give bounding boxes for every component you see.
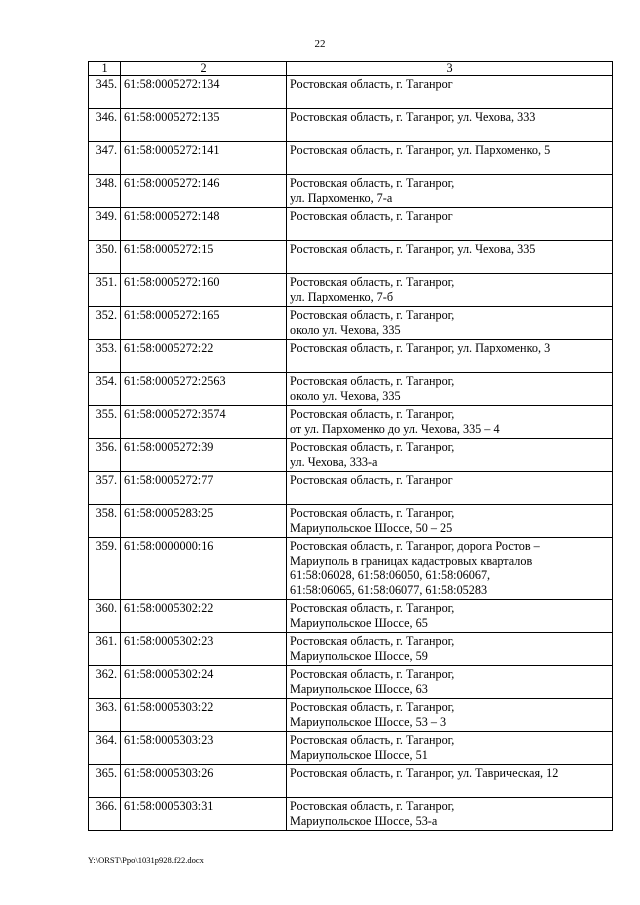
table-row <box>89 340 613 373</box>
table-row <box>89 472 613 505</box>
table-row <box>89 798 613 831</box>
address-line: Ростовская область, г. Таганрог, <box>290 700 455 714</box>
address-line: Ростовская область, г. Таганрог, ул. Чехова, 335 <box>290 242 536 256</box>
table-row <box>89 307 613 340</box>
address-line: Ростовская область, г. Таганрог <box>290 209 453 223</box>
row-number: 362. <box>89 666 121 699</box>
row-number: 348. <box>89 175 121 208</box>
address-line: 61:58:06065, 61:58:06077, 61:58:05283 <box>290 582 488 597</box>
table-row <box>89 765 613 798</box>
table-row <box>89 76 613 109</box>
cadastral-number: 61:58:0005272:160 <box>121 274 287 307</box>
address <box>287 340 613 373</box>
cadastral-number: 61:58:0005303:31 <box>121 798 287 831</box>
address-line: Ростовская область, г. Таганрог, <box>290 374 455 388</box>
address-line: Ростовская область, г. Таганрог, дорога Ростов – <box>290 539 540 553</box>
cadastral-number: 61:58:0005303:22 <box>121 699 287 732</box>
address-line: Мариупольское Шоссе, 53 – 3 <box>290 714 447 729</box>
cadastral-number: 61:58:0005272:2563 <box>121 373 287 406</box>
table-row <box>89 208 613 241</box>
row-number: 357. <box>89 472 121 505</box>
address-line: Ростовская область, г. Таганрог, <box>290 506 455 520</box>
cadastral-number: 61:58:0005303:23 <box>121 732 287 765</box>
table-row <box>89 142 613 175</box>
table-row <box>89 732 613 765</box>
table-row <box>89 406 613 439</box>
address-line: Ростовская область, г. Таганрог, <box>290 733 455 747</box>
address-line: Ростовская область, г. Таганрог <box>290 77 453 91</box>
address-line: Ростовская область, г. Таганрог, <box>290 601 455 615</box>
row-number: 347. <box>89 142 121 175</box>
table-row <box>89 699 613 732</box>
address <box>287 538 613 600</box>
address <box>287 208 613 241</box>
address <box>287 274 613 307</box>
address-line: Мариупольское Шоссе, 50 – 25 <box>290 520 453 535</box>
table-row <box>89 109 613 142</box>
column-header-cadastral-number: 2 <box>121 62 287 76</box>
address-line: Мариупольское Шоссе, 65 <box>290 615 428 630</box>
address <box>287 373 613 406</box>
row-number: 355. <box>89 406 121 439</box>
address-line: Ростовская область, г. Таганрог, <box>290 799 455 813</box>
address <box>287 600 613 633</box>
table-row <box>89 666 613 699</box>
address-line: Мариупольское Шоссе, 59 <box>290 648 428 663</box>
cadastral-number: 61:58:0005302:24 <box>121 666 287 699</box>
address-line: Ростовская область, г. Таганрог, <box>290 275 455 289</box>
cadastral-number: 61:58:0005272:146 <box>121 175 287 208</box>
row-number: 361. <box>89 633 121 666</box>
row-number: 356. <box>89 439 121 472</box>
address-line: Мариуполь в границах кадастровых кварталов <box>290 553 533 568</box>
address-line: Ростовская область, г. Таганрог, <box>290 634 455 648</box>
cadastral-number: 61:58:0005272:22 <box>121 340 287 373</box>
cadastral-number: 61:58:0000000:16 <box>121 538 287 600</box>
cadastral-number: 61:58:0005272:3574 <box>121 406 287 439</box>
table-row <box>89 505 613 538</box>
cadastral-number: 61:58:0005272:141 <box>121 142 287 175</box>
address-line: 61:58:06028, 61:58:06050, 61:58:06067, <box>290 568 491 582</box>
table-row <box>89 274 613 307</box>
address <box>287 666 613 699</box>
address <box>287 798 613 831</box>
row-number: 359. <box>89 538 121 600</box>
cadastral-number: 61:58:0005303:26 <box>121 765 287 798</box>
address <box>287 472 613 505</box>
cadastral-number: 61:58:0005283:25 <box>121 505 287 538</box>
header-row <box>89 62 613 76</box>
table-row <box>89 241 613 274</box>
cadastral-number: 61:58:0005272:148 <box>121 208 287 241</box>
column-header-address: 3 <box>287 62 613 76</box>
table-row <box>89 633 613 666</box>
table-body <box>89 76 613 831</box>
row-number: 353. <box>89 340 121 373</box>
address-line: Ростовская область, г. Таганрог, <box>290 667 455 681</box>
address-line: Ростовская область, г. Таганрог, ул. Пархоменко, 3 <box>290 341 551 355</box>
row-number: 345. <box>89 76 121 109</box>
address-line: Мариупольское Шоссе, 51 <box>290 747 428 762</box>
row-number: 346. <box>89 109 121 142</box>
row-number: 354. <box>89 373 121 406</box>
column-header-number: 1 <box>89 62 121 76</box>
cadastral-number: 61:58:0005272:134 <box>121 76 287 109</box>
address-line: Мариупольское Шоссе, 53-а <box>290 813 438 828</box>
address-line: около ул. Чехова, 335 <box>290 388 401 403</box>
address <box>287 307 613 340</box>
address-line: Ростовская область, г. Таганрог <box>290 473 453 487</box>
row-number: 366. <box>89 798 121 831</box>
cadastral-number: 61:58:0005272:165 <box>121 307 287 340</box>
address <box>287 175 613 208</box>
row-number: 358. <box>89 505 121 538</box>
row-number: 364. <box>89 732 121 765</box>
page-number: 22 <box>314 38 326 50</box>
cadastral-number: 61:58:0005272:39 <box>121 439 287 472</box>
address-line: Ростовская область, г. Таганрог, ул. Пархоменко, 5 <box>290 143 551 157</box>
address <box>287 142 613 175</box>
table-row <box>89 175 613 208</box>
address <box>287 406 613 439</box>
address-line: ул. Пархоменко, 7-а <box>290 190 393 205</box>
address <box>287 765 613 798</box>
cadastral-number: 61:58:0005302:23 <box>121 633 287 666</box>
row-number: 351. <box>89 274 121 307</box>
cadastral-number: 61:58:0005272:135 <box>121 109 287 142</box>
address-line: от ул. Пархоменко до ул. Чехова, 335 – 4 <box>290 421 500 436</box>
address-line: около ул. Чехова, 335 <box>290 322 401 337</box>
file-path-footer: Y:\ORST\Ppo\1031p928.f22.docx <box>88 855 204 865</box>
address <box>287 76 613 109</box>
address <box>287 633 613 666</box>
address <box>287 732 613 765</box>
row-number: 360. <box>89 600 121 633</box>
row-number: 350. <box>89 241 121 274</box>
address-line: Ростовская область, г. Таганрог, ул. Таврическая, 12 <box>290 766 559 780</box>
table-row <box>89 373 613 406</box>
address-line: Ростовская область, г. Таганрог, <box>290 308 455 322</box>
address-line: Мариупольское Шоссе, 63 <box>290 681 428 696</box>
row-number: 363. <box>89 699 121 732</box>
row-number: 365. <box>89 765 121 798</box>
table-header <box>89 62 613 76</box>
address-line: ул. Пархоменко, 7-б <box>290 289 394 304</box>
address <box>287 439 613 472</box>
registry-table <box>88 61 613 831</box>
address-line: Ростовская область, г. Таганрог, <box>290 176 455 190</box>
row-number: 352. <box>89 307 121 340</box>
row-number: 349. <box>89 208 121 241</box>
address <box>287 241 613 274</box>
table-row <box>89 600 613 633</box>
address <box>287 505 613 538</box>
address-line: ул. Чехова, 333-а <box>290 454 378 469</box>
address-line: Ростовская область, г. Таганрог, <box>290 440 455 454</box>
cadastral-number: 61:58:0005272:15 <box>121 241 287 274</box>
address <box>287 109 613 142</box>
address-line: Ростовская область, г. Таганрог, <box>290 407 455 421</box>
address-line: Ростовская область, г. Таганрог, ул. Чехова, 333 <box>290 110 536 124</box>
table-row <box>89 439 613 472</box>
cadastral-number: 61:58:0005272:77 <box>121 472 287 505</box>
table-row <box>89 538 613 600</box>
cadastral-number: 61:58:0005302:22 <box>121 600 287 633</box>
address <box>287 699 613 732</box>
